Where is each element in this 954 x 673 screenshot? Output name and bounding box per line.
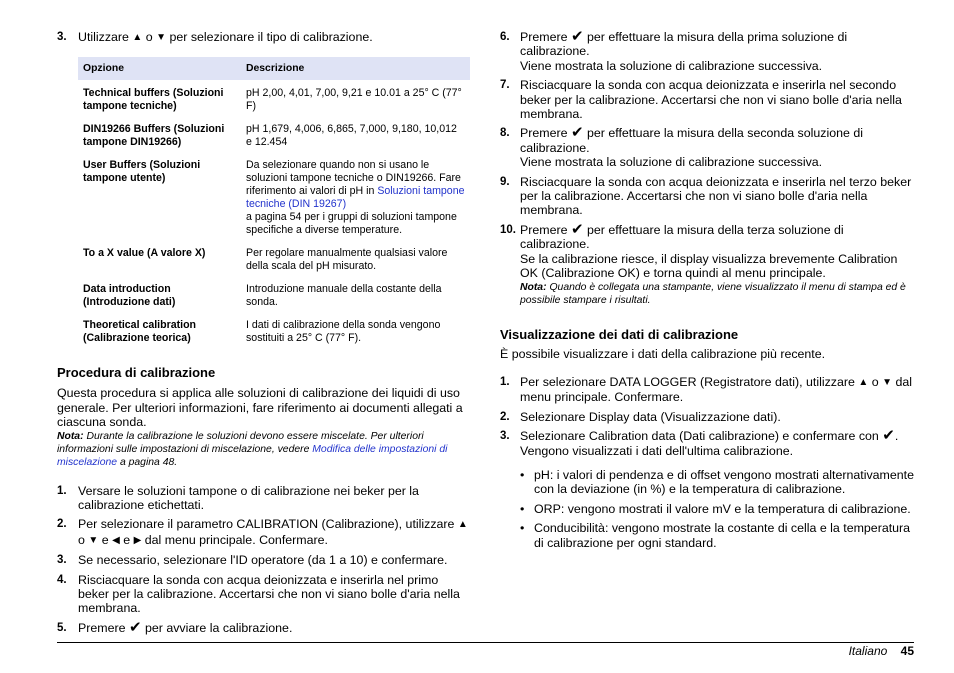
calibration-options-table [78, 57, 470, 348]
link-soluzioni-tampone[interactable]: Soluzioni tampone tecniche (DIN 19267) [246, 185, 465, 211]
description-cell: pH 2,00, 4,01, 7,00, 9,21 e 10.01 a 25° C (77° F) [246, 87, 462, 113]
list-item: • ORP: vengono mostrati il valore mV e la temperatura di calibrazione. [520, 502, 914, 516]
step-number: 3. [57, 31, 67, 43]
table-row [78, 312, 470, 348]
step-select-calibration: 2. Per selezionare il parametro CALIBRATION (Calibrazione), utilizzare ▲ o ▼ e ◀ e ▶ dal menu principale. Confermare. [57, 517, 468, 547]
checkmark-icon: ✔ [570, 28, 584, 45]
step-display-data: 2. Selezionare Display data (Visualizzazione dati). [500, 409, 781, 424]
table-row [78, 116, 470, 152]
step-measure-second: 8. Premere ✔ per effettuare la misura della seconda soluzione di calibrazione. Viene mostrata la soluzione di calibrazione successiva. [500, 124, 863, 170]
option-cell: Data introduction (Introduzione dati) [83, 283, 176, 309]
link-modifica-impostazioni[interactable]: Modifica delle impostazioni di miscelazione [57, 443, 448, 468]
checkmark-icon: ✔ [570, 220, 584, 238]
step-rinse-third: 9. Risciacquare la sonda con acqua deionizzata e inserirla nel terzo beker per la calibrazione. Accertarsi che non vi siano bolle d'aria nella membrana. [500, 174, 912, 218]
step-pour-buffers: 1. Versare le soluzioni tampone o di calibrazione nei beker per la calibrazione etichettati. [57, 483, 419, 513]
down-arrow-icon: ▼ [882, 376, 892, 388]
left-column [57, 30, 471, 640]
option-cell: User Buffers (Soluzioni tampone utente) [83, 159, 201, 185]
option-cell: Theoretical calibration (Calibrazione teorica) [83, 319, 197, 345]
step-rinse-first: 4. Risciacquare la sonda con acqua deionizzata e inserirla nel primo beker per la calibrazione. Accertarsi che non vi siano bolle d'aria nella membrana. [57, 572, 460, 616]
step-calibration-data: 3. Selezionare Calibration data (Dati calibrazione) e confermare con ✔. Vengono visualizzati i dati dell'ultima calibrazione. [500, 427, 899, 458]
view-intro: È possibile visualizzare i dati della calibrazione più recente. [500, 346, 826, 361]
up-arrow-icon: ▲ [132, 32, 143, 43]
step-operator-id: 3. Se necessario, selezionare l'ID operatore (da 1 a 10) e confermare. [57, 553, 448, 568]
note: Nota: Quando è collegata una stampante, viene visualizzato il menu di stampa ed è possibile stampare i risultati. [520, 281, 906, 306]
table-row [78, 152, 470, 240]
checkmark-icon: ✔ [570, 124, 584, 142]
table-row [78, 240, 470, 276]
table-row [78, 80, 470, 116]
left-arrow-icon: ◀ [112, 534, 120, 546]
step-measure-third: 10. Premere ✔ per effettuare la misura della terza soluzione di calibrazione. Se la calibrazione riesce, il display visualizza brevemente Calibration OK (Calibrazione OK) e torna quindi al menu principale. Nota: Quando è collegata una stampante, viene visualizzato il menu di stampa ed è possibile stampare i risultati. [500, 223, 914, 307]
note: Nota: Durante la calibrazione le soluzioni devono essere miscelate. Per ulteriori informazioni sulle impostazioni di miscelazione, vedere Modifica delle impostazioni di miscelazione a pagina 48. [57, 430, 448, 468]
list-item: • pH: i valori di pendenza e di offset vengono mostrati alternativamente con la deviazione (in %) e la temperatura di calibrazione. [520, 468, 914, 497]
step-measure-first: 6. Premere ✔ per effettuare la misura della prima soluzione di calibrazione. Viene mostrata la soluzione di calibrazione successiva. [500, 28, 848, 73]
description-cell: pH 1,679, 4,006, 6,865, 7,000, 9,180, 10,012 e 12.454 [246, 123, 457, 149]
checkmark-icon: ✔ [882, 427, 895, 445]
step-select-calibration-type: 3. Utilizzare ▲ o ▼ per selezionare il tipo di calibrazione. [57, 30, 373, 44]
description-cell: Per regolare manualmente qualsiasi valore della scala del pH misurato. [246, 247, 448, 273]
section-title-visualizzazione: Visualizzazione dei dati di calibrazione [500, 326, 739, 342]
procedure-intro: Questa procedura si applica alle soluzioni di calibrazione dei liquidi di uso generale. Per ulteriori informazioni, fare riferimento ai documenti allegati a ciascuna sonda. [57, 386, 463, 430]
down-arrow-icon: ▼ [156, 32, 167, 43]
page-footer [849, 644, 914, 658]
right-arrow-icon: ▶ [133, 534, 142, 546]
option-cell: To a X value (A valore X) [83, 247, 206, 260]
table-row [78, 276, 470, 312]
step-rinse-second: 7. Risciacquare la sonda con acqua deionizzata e inserirla nel secondo beker per la calibrazione. Accertarsi che non vi siano bolle d'aria nella membrana. [500, 78, 902, 122]
up-arrow-icon: ▲ [457, 519, 468, 531]
step-start-calibration: 5. Premere ✔ per avviare la calibrazione. [57, 618, 293, 636]
calibration-data-list [500, 468, 914, 550]
column-header-option: Opzione [78, 57, 241, 80]
description-cell: Da selezionare quando non si usano le soluzioni tampone tecniche o DIN19266. Fare riferimento ai valori di pH in Soluzioni tampone tecniche (DIN 19267) a pagina 54 per i gruppi di soluzioni tampone specifiche a diverse temperature. [246, 159, 465, 237]
right-column [500, 30, 914, 555]
list-item: • Conducibilità: vengono mostrate la costante di cella e la temperatura di calibrazione per ogni standard. [520, 521, 914, 550]
column-header-description: Descrizione [241, 57, 470, 80]
down-arrow-icon: ▼ [88, 534, 99, 546]
footer-language: Italiano [848, 644, 888, 658]
description-cell: Introduzione manuale della costante della sonda. [246, 283, 442, 309]
option-cell: Technical buffers (Soluzioni tampone tecniche) [83, 87, 224, 113]
table-header-row [78, 57, 470, 80]
up-arrow-icon: ▲ [858, 376, 869, 388]
footer-divider [57, 642, 914, 643]
page-number: 45 [900, 644, 914, 658]
section-title-procedura: Procedura di calibrazione [57, 365, 216, 381]
description-cell: I dati di calibrazione della sonda vengono sostituiti a 25° C (77° F). [246, 319, 441, 345]
step-select-data-logger: 1. Per selezionare DATA LOGGER (Registratore dati), utilizzare ▲ o ▼ dal menu principale. Confermare. [500, 374, 912, 405]
option-cell: DIN19266 Buffers (Soluzioni tampone DIN19266) [83, 123, 225, 149]
checkmark-icon: ✔ [128, 618, 142, 636]
